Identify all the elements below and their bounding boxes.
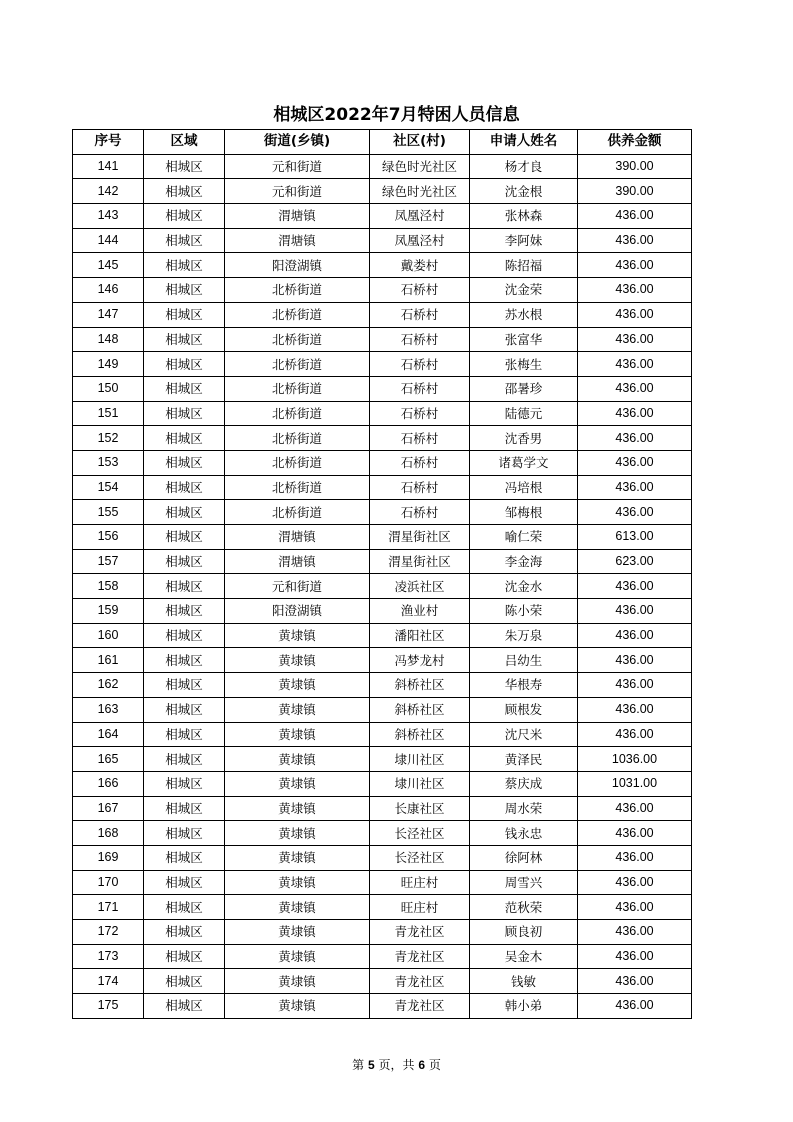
cell-support-amount: 623.00 — [578, 549, 692, 574]
cell-district: 相城区 — [144, 327, 225, 352]
cell-serial: 142 — [73, 179, 144, 204]
cell-serial: 153 — [73, 450, 144, 475]
cell-street: 北桥街道 — [225, 352, 370, 377]
cell-applicant-name: 吕幼生 — [470, 648, 578, 673]
cell-support-amount: 436.00 — [578, 944, 692, 969]
cell-district: 相城区 — [144, 549, 225, 574]
cell-street: 元和街道 — [225, 179, 370, 204]
cell-applicant-name: 杨才良 — [470, 154, 578, 179]
cell-serial: 165 — [73, 747, 144, 772]
cell-district: 相城区 — [144, 525, 225, 550]
cell-street: 黄埭镇 — [225, 969, 370, 994]
cell-community: 戴娄村 — [370, 253, 470, 278]
cell-community: 青龙社区 — [370, 944, 470, 969]
cell-district: 相城区 — [144, 697, 225, 722]
cell-district: 相城区 — [144, 154, 225, 179]
cell-serial: 159 — [73, 599, 144, 624]
cell-street: 阳澄湖镇 — [225, 253, 370, 278]
cell-community: 渭星街社区 — [370, 549, 470, 574]
cell-district: 相城区 — [144, 500, 225, 525]
cell-applicant-name: 钱永忠 — [470, 821, 578, 846]
cell-serial: 152 — [73, 426, 144, 451]
cell-street: 黄埭镇 — [225, 920, 370, 945]
cell-community: 绿色时光社区 — [370, 154, 470, 179]
cell-serial: 174 — [73, 969, 144, 994]
cell-community: 旺庄村 — [370, 895, 470, 920]
cell-community: 石桥村 — [370, 278, 470, 303]
table-row — [73, 747, 692, 772]
cell-street: 北桥街道 — [225, 401, 370, 426]
cell-support-amount: 436.00 — [578, 920, 692, 945]
table-row — [73, 574, 692, 599]
cell-applicant-name: 沈香男 — [470, 426, 578, 451]
table-row — [73, 623, 692, 648]
cell-support-amount: 436.00 — [578, 450, 692, 475]
cell-serial: 161 — [73, 648, 144, 673]
cell-support-amount: 436.00 — [578, 673, 692, 698]
cell-applicant-name: 喻仁荣 — [470, 525, 578, 550]
cell-serial: 141 — [73, 154, 144, 179]
cell-street: 北桥街道 — [225, 376, 370, 401]
cell-district: 相城区 — [144, 278, 225, 303]
page-footer — [0, 1056, 793, 1073]
cell-serial: 164 — [73, 722, 144, 747]
cell-support-amount: 436.00 — [578, 895, 692, 920]
cell-district: 相城区 — [144, 870, 225, 895]
cell-serial: 149 — [73, 352, 144, 377]
table-row — [73, 895, 692, 920]
cell-support-amount: 436.00 — [578, 623, 692, 648]
cell-street: 黄埭镇 — [225, 673, 370, 698]
header-support-amount: 供养金额 — [578, 130, 692, 155]
cell-serial: 167 — [73, 796, 144, 821]
cell-district: 相城区 — [144, 599, 225, 624]
header-applicant-name: 申请人姓名 — [470, 130, 578, 155]
table-row — [73, 673, 692, 698]
table-row — [73, 969, 692, 994]
table-row — [73, 401, 692, 426]
cell-support-amount: 436.00 — [578, 204, 692, 229]
cell-community: 埭川社区 — [370, 771, 470, 796]
cell-applicant-name: 邵暑珍 — [470, 376, 578, 401]
table-row — [73, 450, 692, 475]
cell-community: 石桥村 — [370, 500, 470, 525]
cell-community: 凌浜社区 — [370, 574, 470, 599]
table-row — [73, 154, 692, 179]
cell-support-amount: 436.00 — [578, 475, 692, 500]
cell-support-amount: 436.00 — [578, 648, 692, 673]
cell-serial: 145 — [73, 253, 144, 278]
footer-suffix: 页 — [428, 1058, 441, 1072]
cell-community: 石桥村 — [370, 352, 470, 377]
cell-street: 北桥街道 — [225, 426, 370, 451]
cell-applicant-name: 邹梅根 — [470, 500, 578, 525]
cell-applicant-name: 诸葛学文 — [470, 450, 578, 475]
cell-street: 黄埭镇 — [225, 821, 370, 846]
table-row — [73, 821, 692, 846]
cell-support-amount: 436.00 — [578, 796, 692, 821]
table-header-row — [73, 130, 692, 155]
header-community: 社区(村) — [370, 130, 470, 155]
cell-applicant-name: 韩小弟 — [470, 994, 578, 1019]
cell-community: 石桥村 — [370, 302, 470, 327]
cell-support-amount: 436.00 — [578, 821, 692, 846]
cell-support-amount: 436.00 — [578, 500, 692, 525]
cell-street: 渭塘镇 — [225, 204, 370, 229]
cell-street: 北桥街道 — [225, 500, 370, 525]
cell-serial: 146 — [73, 278, 144, 303]
cell-street: 北桥街道 — [225, 450, 370, 475]
cell-support-amount: 436.00 — [578, 302, 692, 327]
table-row — [73, 278, 692, 303]
cell-applicant-name: 苏水根 — [470, 302, 578, 327]
cell-support-amount: 390.00 — [578, 154, 692, 179]
cell-applicant-name: 徐阿林 — [470, 845, 578, 870]
cell-serial: 169 — [73, 845, 144, 870]
cell-street: 黄埭镇 — [225, 697, 370, 722]
cell-district: 相城区 — [144, 204, 225, 229]
cell-serial: 171 — [73, 895, 144, 920]
cell-district: 相城区 — [144, 895, 225, 920]
header-street: 街道(乡镇) — [225, 130, 370, 155]
cell-applicant-name: 朱万泉 — [470, 623, 578, 648]
cell-support-amount: 613.00 — [578, 525, 692, 550]
table-row — [73, 327, 692, 352]
cell-street: 黄埭镇 — [225, 771, 370, 796]
cell-street: 阳澄湖镇 — [225, 599, 370, 624]
cell-district: 相城区 — [144, 821, 225, 846]
cell-district: 相城区 — [144, 623, 225, 648]
cell-district: 相城区 — [144, 722, 225, 747]
cell-street: 北桥街道 — [225, 278, 370, 303]
cell-support-amount: 390.00 — [578, 179, 692, 204]
cell-district: 相城区 — [144, 648, 225, 673]
cell-street: 元和街道 — [225, 574, 370, 599]
cell-street: 黄埭镇 — [225, 994, 370, 1019]
cell-applicant-name: 冯培根 — [470, 475, 578, 500]
table-row — [73, 697, 692, 722]
cell-community: 凤凰泾村 — [370, 204, 470, 229]
cell-applicant-name: 张富华 — [470, 327, 578, 352]
cell-support-amount: 436.00 — [578, 278, 692, 303]
cell-serial: 175 — [73, 994, 144, 1019]
cell-community: 石桥村 — [370, 450, 470, 475]
cell-serial: 157 — [73, 549, 144, 574]
cell-support-amount: 436.00 — [578, 574, 692, 599]
cell-applicant-name: 华根寿 — [470, 673, 578, 698]
cell-community: 长泾社区 — [370, 845, 470, 870]
cell-street: 黄埭镇 — [225, 870, 370, 895]
cell-applicant-name: 黄泽民 — [470, 747, 578, 772]
cell-community: 石桥村 — [370, 401, 470, 426]
table-row — [73, 426, 692, 451]
cell-district: 相城区 — [144, 401, 225, 426]
cell-community: 绿色时光社区 — [370, 179, 470, 204]
cell-serial: 154 — [73, 475, 144, 500]
cell-street: 渭塘镇 — [225, 549, 370, 574]
cell-serial: 163 — [73, 697, 144, 722]
cell-street: 黄埭镇 — [225, 845, 370, 870]
cell-serial: 148 — [73, 327, 144, 352]
table-row — [73, 525, 692, 550]
cell-district: 相城区 — [144, 920, 225, 945]
cell-applicant-name: 周水荣 — [470, 796, 578, 821]
cell-district: 相城区 — [144, 994, 225, 1019]
cell-serial: 144 — [73, 228, 144, 253]
cell-serial: 151 — [73, 401, 144, 426]
cell-district: 相城区 — [144, 771, 225, 796]
cell-applicant-name: 张林森 — [470, 204, 578, 229]
cell-community: 石桥村 — [370, 426, 470, 451]
cell-serial: 150 — [73, 376, 144, 401]
cell-community: 渭星街社区 — [370, 525, 470, 550]
cell-applicant-name: 范秋荣 — [470, 895, 578, 920]
cell-street: 黄埭镇 — [225, 648, 370, 673]
header-serial: 序号 — [73, 130, 144, 155]
cell-district: 相城区 — [144, 352, 225, 377]
table-body — [73, 154, 692, 1018]
cell-district: 相城区 — [144, 426, 225, 451]
cell-applicant-name: 吴金木 — [470, 944, 578, 969]
cell-community: 长泾社区 — [370, 821, 470, 846]
cell-district: 相城区 — [144, 673, 225, 698]
cell-applicant-name: 李金海 — [470, 549, 578, 574]
cell-street: 黄埭镇 — [225, 796, 370, 821]
cell-applicant-name: 蔡庆成 — [470, 771, 578, 796]
cell-street: 黄埭镇 — [225, 722, 370, 747]
cell-serial: 156 — [73, 525, 144, 550]
cell-community: 斜桥社区 — [370, 673, 470, 698]
cell-serial: 172 — [73, 920, 144, 945]
cell-serial: 168 — [73, 821, 144, 846]
table-row — [73, 475, 692, 500]
personnel-table — [72, 129, 692, 1019]
cell-street: 渭塘镇 — [225, 228, 370, 253]
footer-prefix: 第 — [352, 1058, 365, 1072]
cell-community: 冯梦龙村 — [370, 648, 470, 673]
cell-applicant-name: 沈金根 — [470, 179, 578, 204]
cell-district: 相城区 — [144, 450, 225, 475]
cell-street: 黄埭镇 — [225, 747, 370, 772]
cell-applicant-name: 沈金水 — [470, 574, 578, 599]
cell-applicant-name: 张梅生 — [470, 352, 578, 377]
cell-serial: 173 — [73, 944, 144, 969]
cell-community: 埭川社区 — [370, 747, 470, 772]
table-row — [73, 870, 692, 895]
cell-community: 石桥村 — [370, 475, 470, 500]
table-row — [73, 722, 692, 747]
cell-support-amount: 436.00 — [578, 994, 692, 1019]
cell-street: 北桥街道 — [225, 302, 370, 327]
cell-district: 相城区 — [144, 475, 225, 500]
table-row — [73, 771, 692, 796]
cell-serial: 143 — [73, 204, 144, 229]
cell-street: 渭塘镇 — [225, 525, 370, 550]
footer-middle: 页，共 — [378, 1058, 415, 1072]
cell-support-amount: 436.00 — [578, 845, 692, 870]
table-row — [73, 599, 692, 624]
cell-community: 潘阳社区 — [370, 623, 470, 648]
table-row — [73, 845, 692, 870]
table-row — [73, 376, 692, 401]
cell-applicant-name: 钱敏 — [470, 969, 578, 994]
cell-district: 相城区 — [144, 796, 225, 821]
cell-serial: 147 — [73, 302, 144, 327]
cell-serial: 158 — [73, 574, 144, 599]
cell-community: 凤凰泾村 — [370, 228, 470, 253]
cell-support-amount: 436.00 — [578, 426, 692, 451]
cell-applicant-name: 顾根发 — [470, 697, 578, 722]
table-row — [73, 253, 692, 278]
cell-community: 旺庄村 — [370, 870, 470, 895]
table-row — [73, 994, 692, 1019]
table-row — [73, 500, 692, 525]
cell-street: 元和街道 — [225, 154, 370, 179]
cell-community: 斜桥社区 — [370, 697, 470, 722]
cell-support-amount: 436.00 — [578, 870, 692, 895]
table-row — [73, 648, 692, 673]
table-row — [73, 944, 692, 969]
cell-district: 相城区 — [144, 845, 225, 870]
table-row — [73, 796, 692, 821]
cell-support-amount: 436.00 — [578, 376, 692, 401]
cell-district: 相城区 — [144, 179, 225, 204]
cell-community: 青龙社区 — [370, 994, 470, 1019]
cell-district: 相城区 — [144, 228, 225, 253]
cell-district: 相城区 — [144, 574, 225, 599]
cell-district: 相城区 — [144, 969, 225, 994]
footer-page-number: 5 — [367, 1058, 375, 1072]
cell-serial: 170 — [73, 870, 144, 895]
table-row — [73, 352, 692, 377]
cell-district: 相城区 — [144, 376, 225, 401]
cell-support-amount: 436.00 — [578, 697, 692, 722]
table-row — [73, 302, 692, 327]
cell-district: 相城区 — [144, 302, 225, 327]
cell-support-amount: 436.00 — [578, 401, 692, 426]
cell-support-amount: 436.00 — [578, 228, 692, 253]
cell-community: 石桥村 — [370, 327, 470, 352]
cell-support-amount: 1031.00 — [578, 771, 692, 796]
cell-support-amount: 436.00 — [578, 253, 692, 278]
cell-serial: 162 — [73, 673, 144, 698]
cell-street: 北桥街道 — [225, 327, 370, 352]
cell-street: 黄埭镇 — [225, 623, 370, 648]
cell-support-amount: 436.00 — [578, 599, 692, 624]
cell-support-amount: 1036.00 — [578, 747, 692, 772]
cell-support-amount: 436.00 — [578, 327, 692, 352]
cell-community: 渔业村 — [370, 599, 470, 624]
cell-applicant-name: 沈金荣 — [470, 278, 578, 303]
footer-total-pages: 6 — [418, 1058, 426, 1072]
cell-street: 黄埭镇 — [225, 895, 370, 920]
table-row — [73, 920, 692, 945]
cell-serial: 155 — [73, 500, 144, 525]
cell-support-amount: 436.00 — [578, 969, 692, 994]
table-row — [73, 204, 692, 229]
cell-serial: 166 — [73, 771, 144, 796]
cell-applicant-name: 陆德元 — [470, 401, 578, 426]
cell-support-amount: 436.00 — [578, 352, 692, 377]
header-district: 区域 — [144, 130, 225, 155]
table-row — [73, 549, 692, 574]
cell-district: 相城区 — [144, 944, 225, 969]
cell-support-amount: 436.00 — [578, 722, 692, 747]
cell-street: 北桥街道 — [225, 475, 370, 500]
cell-community: 青龙社区 — [370, 969, 470, 994]
cell-applicant-name: 李阿妹 — [470, 228, 578, 253]
cell-street: 黄埭镇 — [225, 944, 370, 969]
cell-community: 石桥村 — [370, 376, 470, 401]
cell-community: 青龙社区 — [370, 920, 470, 945]
cell-district: 相城区 — [144, 253, 225, 278]
cell-applicant-name: 陈小荣 — [470, 599, 578, 624]
page-title: 相城区2022年7月特困人员信息 — [273, 105, 520, 125]
cell-community: 斜桥社区 — [370, 722, 470, 747]
cell-applicant-name: 顾良初 — [470, 920, 578, 945]
cell-district: 相城区 — [144, 747, 225, 772]
table-row — [73, 179, 692, 204]
cell-community: 长康社区 — [370, 796, 470, 821]
cell-serial: 160 — [73, 623, 144, 648]
cell-applicant-name: 陈招福 — [470, 253, 578, 278]
cell-applicant-name: 沈尺米 — [470, 722, 578, 747]
cell-applicant-name: 周雪兴 — [470, 870, 578, 895]
table-row — [73, 228, 692, 253]
